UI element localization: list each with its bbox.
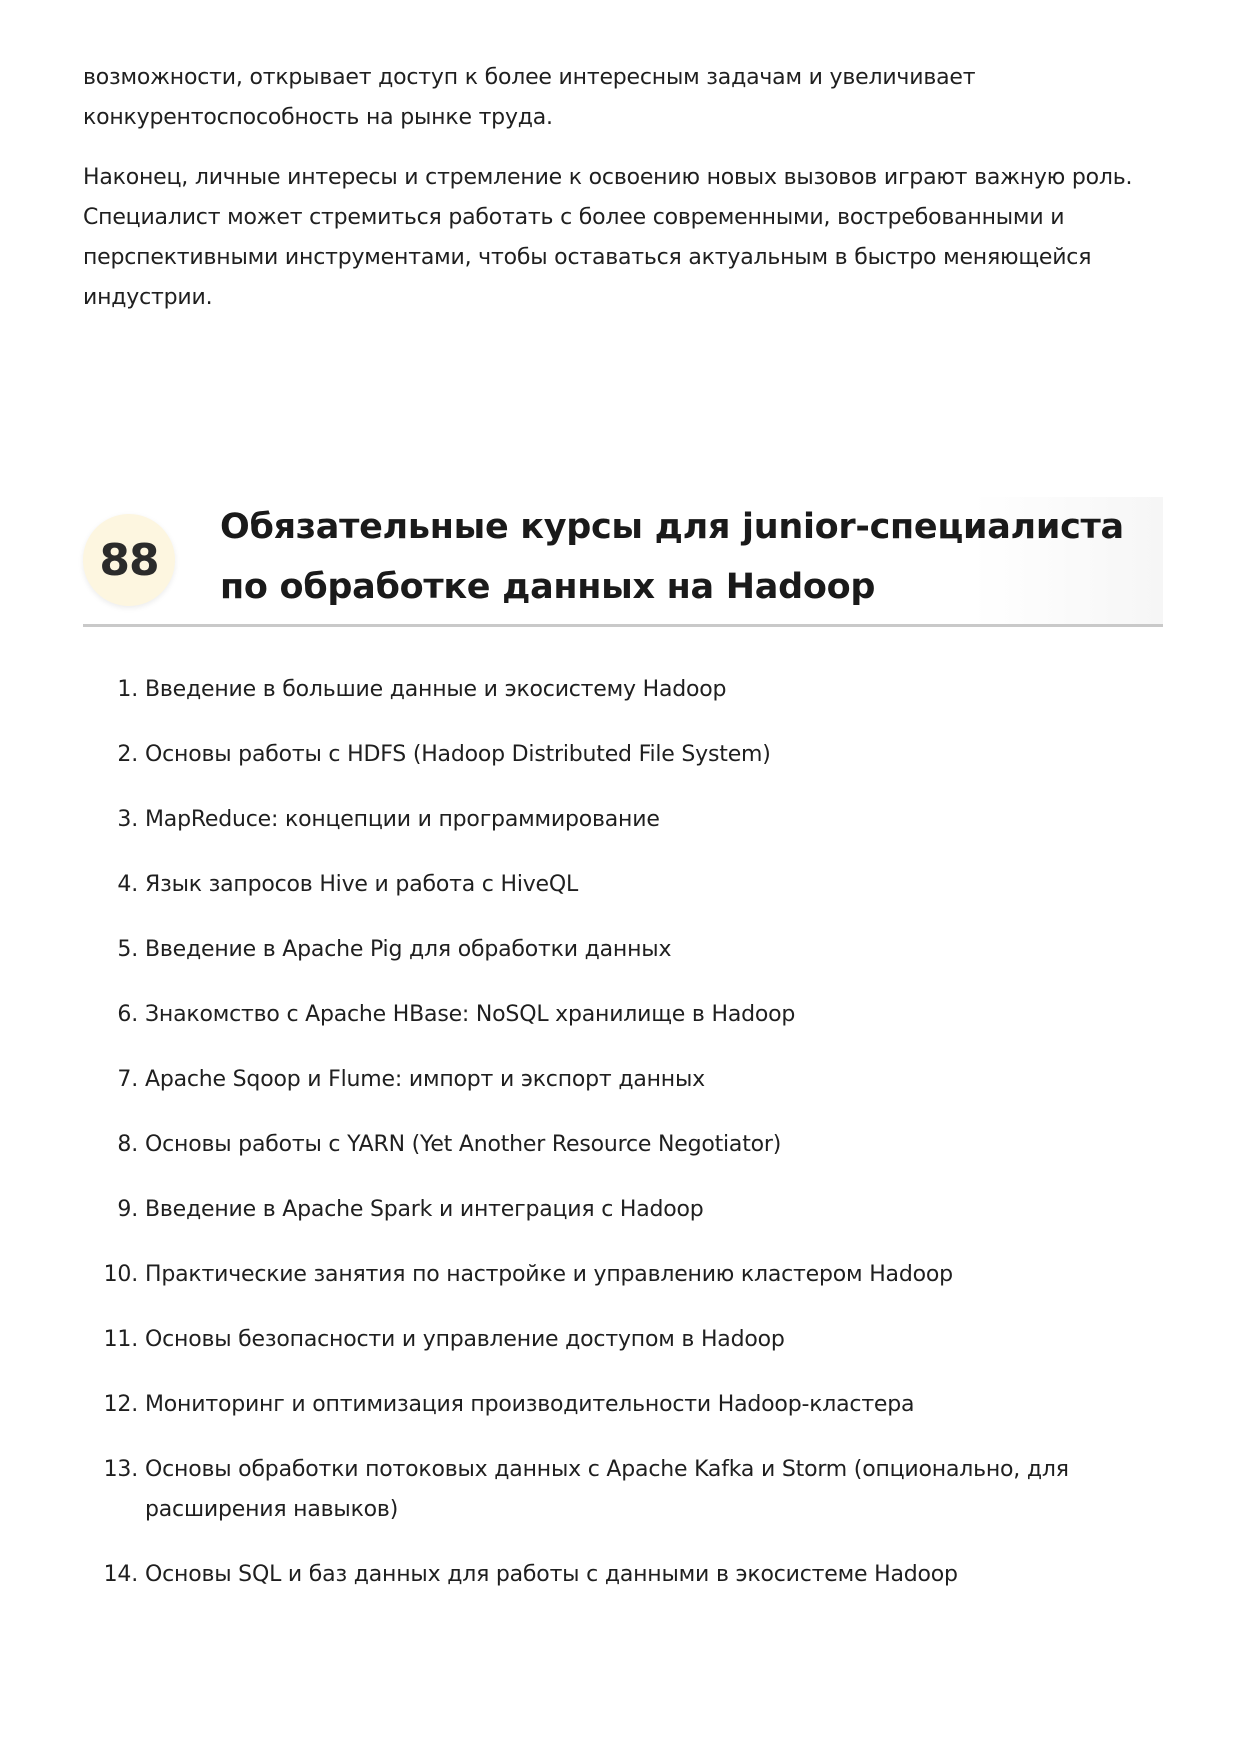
list-item-text: Язык запросов Hive и работа с HiveQL [145, 872, 579, 897]
list-item-text: Введение в большие данные и экосистему Hadoop [145, 677, 727, 702]
list-item [83, 1450, 1163, 1530]
list-item-text: Знакомство с Apache HBase: NoSQL хранилище в Hadoop [145, 1002, 796, 1027]
list-item-number: 11. [103, 1327, 138, 1352]
list-item [83, 1385, 1163, 1425]
list-item-text: Практические занятия по настройке и управлению кластером Hadoop [145, 1262, 953, 1287]
list-item [83, 1125, 1163, 1165]
section-header [83, 497, 1163, 627]
course-list [83, 670, 1163, 1620]
list-item [83, 1190, 1163, 1230]
list-item-number: 5. [117, 937, 138, 962]
list-item-number: 12. [103, 1392, 138, 1417]
list-item [83, 1555, 1163, 1595]
list-item-text: Основы безопасности и управление доступом в Hadoop [145, 1327, 785, 1352]
list-item [83, 1320, 1163, 1360]
list-item-number: 7. [117, 1067, 138, 1092]
list-item-text: Основы обработки потоковых данных с Apache Kafka и Storm (опционально, для расширения навыков) [145, 1457, 1069, 1522]
section-title: Обязательные курсы для junior-специалиста по обработке данных на Hadoop [220, 507, 1124, 607]
list-item-text: Основы работы с HDFS (Hadoop Distributed File System) [145, 742, 771, 767]
list-item-number: 8. [117, 1132, 138, 1157]
section-number-badge: 88 [83, 514, 175, 606]
list-item-text: Apache Sqoop и Flume: импорт и экспорт данных [145, 1067, 705, 1092]
list-item-number: 9. [117, 1197, 138, 1222]
list-item-text: Основы SQL и баз данных для работы с данными в экосистеме Hadoop [145, 1562, 958, 1587]
list-item [83, 995, 1163, 1035]
list-item-number: 10. [103, 1262, 138, 1287]
list-item [83, 930, 1163, 970]
list-item-number: 6. [117, 1002, 138, 1027]
list-item [83, 735, 1163, 775]
list-item-text: Основы работы с YARN (Yet Another Resource Negotiator) [145, 1132, 782, 1157]
list-item-text: Введение в Apache Spark и интеграция с Hadoop [145, 1197, 704, 1222]
list-item-number: 2. [117, 742, 138, 767]
intro-paragraph-2: Наконец, личные интересы и стремление к освоению новых вызовов играют важную роль. Специалист может стремиться работать с более современными, востребованными и перспективными инструментами, чтобы оставаться актуальным в быстро меняющейся индустрии. [83, 165, 1133, 310]
list-item [83, 1255, 1163, 1295]
list-item-number: 3. [117, 807, 138, 832]
intro-text [83, 58, 1163, 318]
list-item [83, 670, 1163, 710]
list-item-number: 13. [103, 1457, 138, 1482]
list-item [83, 865, 1163, 905]
list-item-number: 4. [117, 872, 138, 897]
intro-paragraph-1: возможности, открывает доступ к более интересным задачам и увеличивает конкурентоспособность на рынке труда. [83, 65, 976, 130]
list-item-text: Мониторинг и оптимизация производительности Hadoop-кластера [145, 1392, 915, 1417]
list-item [83, 1060, 1163, 1100]
list-item-text: Введение в Apache Pig для обработки данных [145, 937, 672, 962]
list-item-number: 1. [117, 677, 138, 702]
list-item-number: 14. [103, 1562, 138, 1587]
list-item-text: MapReduce: концепции и программирование [145, 807, 660, 832]
list-item [83, 800, 1163, 840]
